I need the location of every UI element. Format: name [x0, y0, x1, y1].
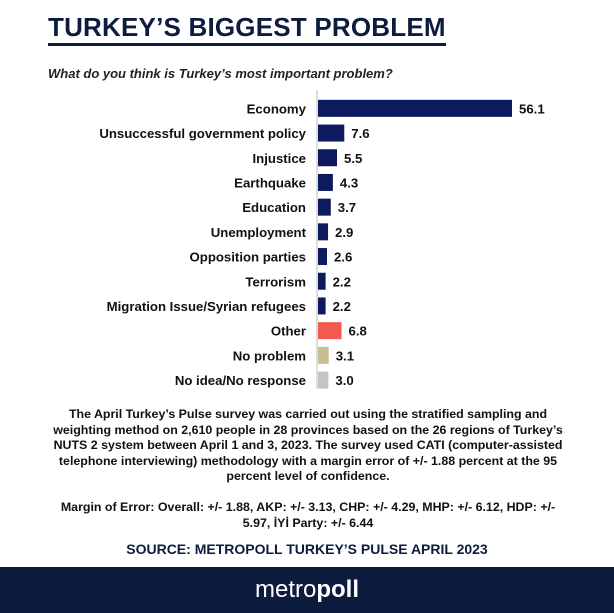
bar: [318, 223, 328, 240]
category-label: Injustice: [252, 150, 306, 166]
category-label: Unemployment: [210, 224, 306, 240]
chart-title: TURKEY’S BIGGEST PROBLEM: [48, 12, 446, 46]
bar: [318, 125, 344, 142]
bar-value-label: 5.5: [344, 150, 363, 166]
metropoll-logo: [255, 570, 359, 610]
category-label: Economy: [246, 101, 306, 117]
bar: [318, 100, 512, 117]
bar: [318, 297, 326, 314]
bar-value-label: 2.2: [332, 298, 351, 314]
bar: [318, 322, 342, 339]
bar-value-label: 56.1: [519, 101, 545, 117]
methodology-note: The April Turkey’s Pulse survey was carried out using the stratified sampling and weighting method on 2,610 people in 28 provinces based on the 26 regions of Turkey’s NUTS 2 system between April 1 and 3, 2023. The survey used CATI (computer-assisted telephone interviewing) methodology with a margin error of +/- 1.88 percent at the 95 percent level of confidence.: [53, 407, 563, 483]
logo-part-light: metro: [254, 576, 317, 603]
bar-chart: [0, 86, 614, 396]
source-line: SOURCE: METROPOLL TURKEY’S PULSE APRIL 2023: [126, 541, 488, 557]
bar-value-label: 3.1: [335, 348, 355, 364]
bar: [318, 273, 326, 290]
survey-question: What do you think is Turkey’s most important problem?: [48, 66, 393, 81]
bar-value-label: 6.8: [348, 323, 367, 339]
bar-value-label: 7.6: [351, 126, 370, 142]
category-label: No problem: [232, 348, 306, 364]
logo-part-bold: poll: [316, 576, 359, 603]
bar: [318, 174, 333, 191]
bar: [318, 372, 328, 389]
category-label: Terrorism: [245, 274, 306, 290]
bar-value-label: 3.0: [335, 373, 354, 389]
bar: [318, 347, 329, 364]
bar-value-label: 3.7: [337, 200, 357, 216]
bar-value-label: 2.6: [333, 249, 353, 265]
category-label: No idea/No response: [174, 373, 306, 389]
category-label: Education: [242, 200, 306, 216]
margin-of-error: Margin of Error: Overall: +/- 1.88, AKP: +/- 3.13, CHP: +/- 4.29, MHP: +/- 6.12, HDP: +/- 5.97, İYİ Party: +/- 6.44: [60, 500, 556, 530]
bar: [318, 248, 327, 265]
bar: [318, 199, 331, 216]
category-label: Unsuccessful government policy: [99, 126, 306, 142]
bar-value-label: 2.2: [332, 274, 351, 290]
footer-bar: [0, 567, 614, 613]
category-label: Earthquake: [234, 175, 306, 191]
bar-value-label: 2.9: [335, 224, 354, 240]
bar-value-label: 4.3: [339, 175, 359, 191]
category-label: Migration Issue/Syrian refugees: [106, 298, 306, 314]
category-label: Other: [270, 323, 306, 339]
category-label: Opposition parties: [189, 249, 306, 265]
bar: [318, 149, 337, 166]
